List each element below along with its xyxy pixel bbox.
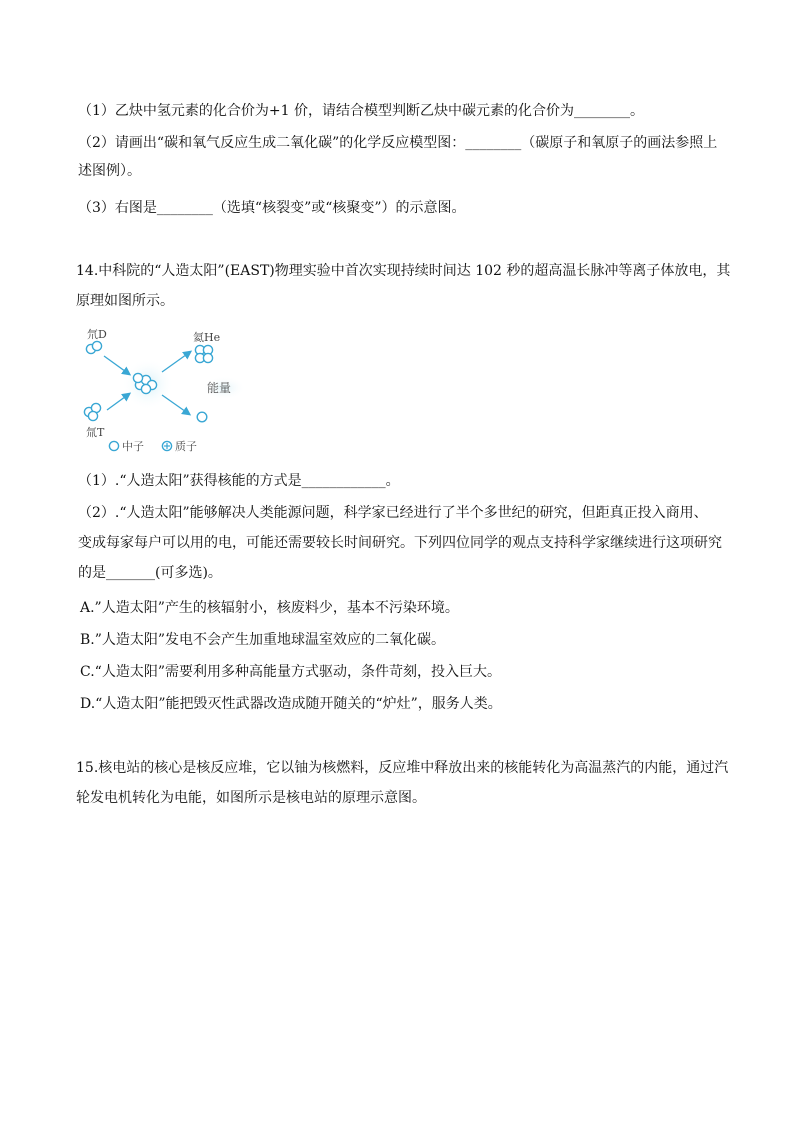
neutron-legend-label: 中子 <box>122 440 144 453</box>
q14-stem-line1: 14.中科院的“人造太阳”(EAST)物理实验中首次实现持续时间达 102 秒的超高温长脉冲等离子体放电，其 <box>76 263 731 279</box>
q14-sub2-line3: 的是_______(可多选)。 <box>78 565 222 581</box>
q13-part2-line1: （2）请画出“碳和氧气反应生成二氧化碳”的化学反应模型图：________（碳原子和氧原子的画法参照上 <box>78 135 718 151</box>
q14-sub1: （1）.“人造太阳”获得核能的方式是____________。 <box>78 473 400 489</box>
option-d: D.“人造太阳”能把毁灭性武器改造成随开随关的“炉灶”，服务人类。 <box>80 696 502 712</box>
free-neutron <box>197 412 207 422</box>
option-b: B.”人造太阳”发电不会产生加重地球温室效应的二氧化碳。 <box>80 632 446 648</box>
q13-part2-line2: 述图例）。 <box>78 163 141 179</box>
deuterium-nucleus <box>86 341 101 353</box>
arrow-n-out <box>162 395 189 414</box>
helium-label: 氦He <box>193 331 221 344</box>
arrow-t-in <box>107 394 129 410</box>
q14-sub2-line1: （2）.“人造太阳”能够解决人类能源问题，科学家已经进行了半个多世纪的研究，但距真正投入商用、 <box>78 505 708 521</box>
q15-stem-line2: 轮发电机转化为电能，如图所示是核电站的原理示意图。 <box>76 790 426 806</box>
proton-legend-icon <box>162 441 171 450</box>
fusion-diagram <box>82 322 252 454</box>
arrow-he-out <box>162 352 190 372</box>
arrow-d-in <box>104 356 129 374</box>
tritium-label: 氚T <box>86 426 105 439</box>
q13-part1: （1）乙炔中氢元素的化合价为+1 价，请结合模型判断乙炔中碳元素的化合价为________。 <box>78 103 644 119</box>
helium-nucleus <box>195 345 212 362</box>
option-c: C.“人造太阳”需要利用多种高能量方式驱动，条件苛刻，投入巨大。 <box>80 664 501 680</box>
energy-label: 能量 <box>207 381 232 395</box>
q14-sub2-line2: 变成每家每户可以用的电，可能还需要较长时间研究。下列四位同学的观点支持科学家继续进行这项研究 <box>78 535 722 551</box>
neutron-legend-icon <box>109 441 118 450</box>
option-a: A.”人造太阳”产生的核辐射小，核废料少，基本不污染环境。 <box>80 600 459 616</box>
proton-legend-label: 质子 <box>175 440 197 453</box>
q15-stem-line1: 15.核电站的核心是核反应堆，它以铀为核燃料，反应堆中释放出来的核能转化为高温蒸汽的内能，通过汽 <box>76 760 729 776</box>
q13-part3: （3）右图是________（选填“核裂变”或“核聚变”）的示意图。 <box>78 200 466 216</box>
tritium-nucleus <box>84 403 100 420</box>
deuterium-label: 氘D <box>87 328 107 341</box>
q14-stem-line2: 原理如图所示。 <box>76 293 174 309</box>
